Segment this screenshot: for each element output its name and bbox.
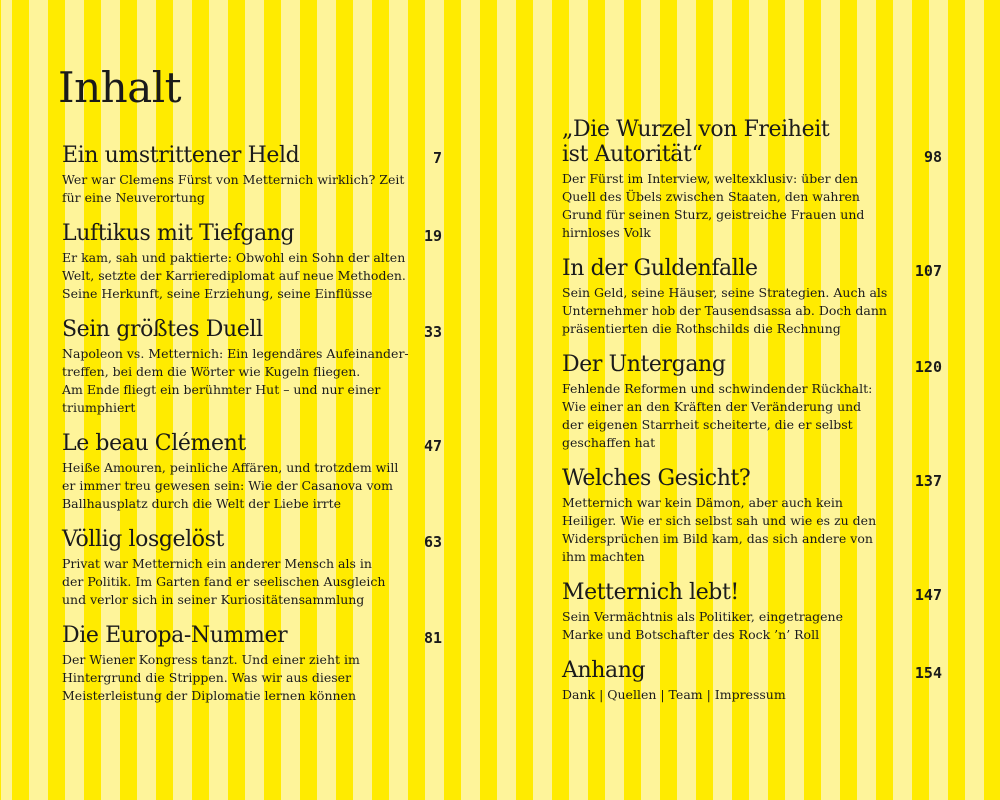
chapter-description: Privat war Metternich ein anderer Mensch als in der Politik. Im Garten fand er seelischen Ausgleich und verlor sich in seiner Kuriositätensammlung xyxy=(62,556,386,607)
toc-column-right xyxy=(562,117,942,704)
page-number: 47 xyxy=(423,437,442,455)
chapter-title[interactable]: Völlig losgelöst xyxy=(62,527,224,552)
toc-entry[interactable] xyxy=(562,117,942,242)
toc-entry[interactable] xyxy=(562,466,942,566)
toc-entry[interactable] xyxy=(62,317,442,417)
chapter-description: Er kam, sah und paktierte: Obwohl ein Sohn der alten Welt, setzte der Karrierediplomat auf neue Methoden. Seine Herkunft, seine Erziehung, seine Einflüsse xyxy=(62,250,406,301)
toc-entry[interactable] xyxy=(562,352,942,452)
chapter-title[interactable]: „Die Wurzel von Freiheit ist Autorität“ xyxy=(562,117,830,167)
chapter-description: Metternich war kein Dämon, aber auch kein Heiliger. Wie er sich selbst sah und wie es zu den Widersprüchen im Bild kam, das sich andere von ihm machten xyxy=(562,495,877,564)
page-number: 120 xyxy=(914,358,942,376)
toc-entry[interactable] xyxy=(62,221,442,303)
chapter-title[interactable]: Metternich lebt! xyxy=(562,580,739,605)
toc-entry[interactable] xyxy=(62,431,442,513)
page-number: 81 xyxy=(423,629,442,647)
toc-entry-header xyxy=(562,256,942,281)
toc-entry-header xyxy=(62,431,442,456)
chapter-title[interactable]: Welches Gesicht? xyxy=(562,466,751,491)
chapter-description: Sein Vermächtnis als Politiker, eingetragene Marke und Botschafter des Rock ’n’ Roll xyxy=(562,609,843,642)
chapter-title[interactable]: In der Guldenfalle xyxy=(562,256,758,281)
toc-entry-header xyxy=(562,580,942,605)
toc-entry-header xyxy=(562,658,942,683)
toc-entry[interactable] xyxy=(562,658,942,704)
page-number: 154 xyxy=(914,664,942,682)
chapter-description: Sein Geld, seine Häuser, seine Strategien. Auch als Unternehmer hob der Tausendsassa ab. Doch dann präsentierten die Rothschilds die Rechnung xyxy=(562,285,888,336)
chapter-title[interactable]: Sein größtes Duell xyxy=(62,317,263,342)
chapter-title[interactable]: Le beau Clément xyxy=(62,431,246,456)
toc-entry-header xyxy=(62,143,442,168)
page-number: 19 xyxy=(423,227,442,245)
chapter-description: Fehlende Reformen und schwindender Rückhalt: Wie einer an den Kräften der Veränderung und der eigenen Starrheit scheiterte, die er selbst geschaffen hat xyxy=(562,381,873,450)
toc-entry-header xyxy=(62,527,442,552)
toc-entry[interactable] xyxy=(62,527,442,609)
chapter-title[interactable]: Luftikus mit Tiefgang xyxy=(62,221,295,246)
page-number: 63 xyxy=(423,533,442,551)
toc-entry[interactable] xyxy=(562,580,942,644)
chapter-title[interactable]: Anhang xyxy=(562,658,646,683)
chapter-description: Wer war Clemens Fürst von Metternich wirklich? Zeit für eine Neuverortung xyxy=(62,172,405,205)
chapter-description: Der Wiener Kongress tanzt. Und einer zieht im Hintergrund die Strippen. Was wir aus dieser Meisterleistung der Diplomatie lernen können xyxy=(62,652,360,703)
toc-entry-header xyxy=(562,466,942,491)
chapter-description: Napoleon vs. Metternich: Ein legendäres Aufeinander- treffen, bei dem die Wörter wie Kugeln fliegen. Am Ende fliegt ein berühmter Hut – und nur einer triumphiert xyxy=(62,346,409,415)
toc-entry-header xyxy=(62,317,442,342)
page-number: 98 xyxy=(923,148,942,166)
chapter-title[interactable]: Der Untergang xyxy=(562,352,726,377)
chapter-title[interactable]: Die Europa-Nummer xyxy=(62,623,288,648)
toc-entry[interactable] xyxy=(62,623,442,705)
toc-entry[interactable] xyxy=(62,143,442,207)
toc-entry-header xyxy=(562,117,942,167)
page-number: 147 xyxy=(914,586,942,604)
chapter-title[interactable]: Ein umstrittener Held xyxy=(62,143,300,168)
toc-entry-header xyxy=(62,221,442,246)
toc-entry[interactable] xyxy=(562,256,942,338)
appendix-links[interactable]: Dank | Quellen | Team | Impressum xyxy=(562,687,786,702)
toc-column-left xyxy=(62,143,442,705)
page-number: 33 xyxy=(423,323,442,341)
toc-entry-header xyxy=(562,352,942,377)
page-title: Inhalt xyxy=(58,63,182,112)
page-number: 107 xyxy=(914,262,942,280)
page-number: 7 xyxy=(432,149,442,167)
chapter-description: Der Fürst im Interview, weltexklusiv: über den Quell des Übels zwischen Staaten, den wahren Grund für seinen Sturz, geistreiche Frauen und hirnloses Volk xyxy=(562,171,865,240)
chapter-description: Heiße Amouren, peinliche Affären, und trotzdem will er immer treu gewesen sein: Wie der Casanova vom Ballhausplatz durch die Welt der Liebe irrte xyxy=(62,460,399,511)
page-number: 137 xyxy=(914,472,942,490)
toc-entry-header xyxy=(62,623,442,648)
